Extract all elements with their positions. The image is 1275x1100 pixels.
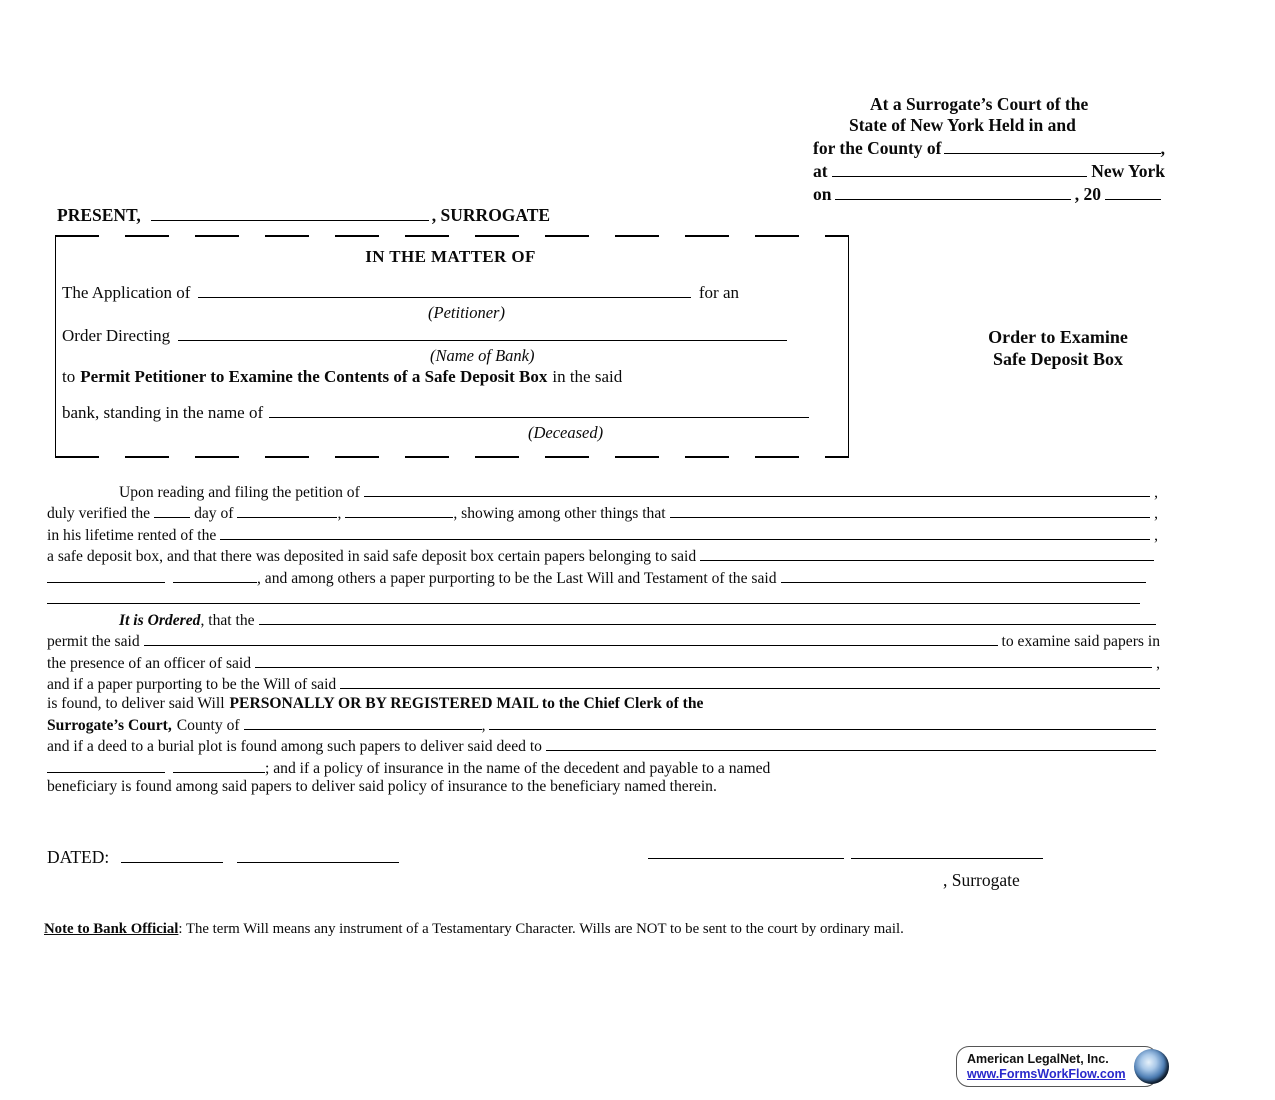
to-text: to — [62, 366, 76, 386]
note-text: : The term Will means any instrument of a Testamentary Character. Wills are NOT to be sent to the court by ordinary mail. — [178, 921, 904, 937]
date-blank — [835, 182, 1070, 200]
order-line3 — [47, 652, 1160, 674]
signature-line — [648, 843, 1048, 859]
court-header — [813, 94, 1165, 205]
legalnet-company-name: American LegalNet, Inc. — [967, 1051, 1109, 1066]
formsworkflow-link[interactable]: www.FormsWorkFlow.com — [967, 1066, 1126, 1081]
county-blank — [944, 136, 1161, 154]
last-will-text: , and among others a paper purporting to be the Last Will and Testament of the said — [257, 569, 777, 587]
order-line2 — [47, 631, 1160, 653]
comma: , — [1154, 526, 1158, 544]
permit-line — [62, 366, 839, 387]
surrogate-name-blank — [151, 203, 429, 221]
order-line1 — [47, 609, 1160, 631]
recitals-line5 — [47, 567, 1158, 589]
county-blank2 — [244, 714, 482, 730]
legalnet-logo-text — [967, 1052, 1126, 1082]
at-text: at — [813, 160, 828, 181]
name-of-bank-label: (Name of Bank) — [430, 345, 535, 365]
year-blank — [1105, 182, 1161, 200]
deceased-label: (Deceased) — [528, 422, 604, 442]
dated-row — [47, 845, 497, 868]
new-york-text: New York — [1091, 160, 1165, 181]
lifetime-rented-text: in his lifetime rented of the — [47, 526, 217, 544]
for-an-text: for an — [698, 283, 739, 303]
dated-blank2 — [237, 845, 399, 863]
full-width-blank — [47, 589, 1140, 605]
legalnet-logo-box — [956, 1046, 1158, 1087]
duly-verified-text: duly verified the — [47, 505, 151, 523]
order-directing-line — [62, 323, 839, 345]
decedent-blank — [340, 674, 1160, 690]
in-the-said-text: in the said — [552, 366, 623, 386]
presence-officer-text: the presence of an officer of said — [47, 654, 252, 672]
petitioner-name-blank — [198, 281, 690, 298]
court-header-line5 — [813, 182, 1165, 205]
county-of-text: for the County of — [813, 137, 942, 158]
permit-bold-text: Permit Petitioner to Examine the Contents of a Safe Deposit Box — [80, 366, 548, 386]
recitals-line1 — [47, 481, 1158, 503]
showing-blank — [670, 503, 1150, 519]
rented-of-blank — [220, 524, 1150, 540]
order-line8 — [47, 757, 1160, 779]
will-of-said-text: and if a paper purporting to be the Will of said — [47, 676, 337, 694]
court-header-line3 — [813, 136, 1165, 159]
form-title-line1: Order to Examine — [988, 327, 1128, 347]
recitals-line2 — [47, 503, 1158, 525]
signature-blank2 — [851, 843, 1043, 859]
continuation-blank4 — [173, 757, 265, 773]
recitals-paragraph — [47, 481, 1158, 604]
recitals-line3 — [47, 524, 1158, 546]
permit-the-said-text: permit the said — [47, 633, 140, 651]
day-of-text: day of — [194, 505, 234, 523]
bank-note — [44, 921, 1189, 938]
order-paragraph — [47, 609, 1160, 797]
place-blank — [832, 159, 1088, 177]
comma: , — [1156, 654, 1160, 672]
it-is-ordered-text: It is Ordered — [119, 611, 201, 629]
recitals-line4 — [47, 546, 1158, 568]
comma: , — [1160, 137, 1165, 158]
order-line9: beneficiary is found among said papers to deliver said policy of insurance to the beneficiary named therein. — [47, 778, 717, 796]
form-title — [958, 326, 1158, 370]
that-the-text: , that the — [200, 611, 255, 629]
comma: , — [481, 716, 486, 734]
year-prefix-text: , 20 — [1074, 183, 1101, 204]
showing-text: , showing among other things that — [453, 505, 666, 523]
signature-blank1 — [648, 843, 844, 859]
dated-label: DATED: — [47, 846, 110, 867]
application-text: The Application of — [62, 283, 191, 303]
month-blank — [237, 503, 337, 519]
surrogate-title-text: , SURROGATE — [431, 204, 551, 225]
court-address-blank — [489, 714, 1156, 730]
registered-mail-bold-text: PERSONALLY OR BY REGISTERED MAIL to the Chief Clerk of the — [229, 695, 704, 712]
comma: , — [337, 505, 342, 523]
continuation-blank3 — [47, 757, 165, 773]
surrogates-court-bold-text: Surrogate’s Court, — [47, 716, 172, 734]
petitioner-label: (Petitioner) — [428, 303, 505, 323]
order-line7 — [47, 735, 1160, 757]
court-header-line2: State of New York Held in and — [849, 115, 1076, 135]
day-blank — [154, 503, 190, 519]
matter-box — [55, 236, 849, 458]
present-label: PRESENT, — [57, 204, 141, 225]
deed-recipient-blank — [546, 735, 1156, 751]
continuation-blank1 — [47, 567, 165, 583]
bank-name-blank — [178, 323, 787, 340]
comma: , — [1154, 483, 1158, 501]
policy-insurance-text: ; and if a policy of insurance in the name of the decedent and payable to a named — [265, 759, 771, 777]
court-header-line4 — [813, 159, 1165, 182]
examine-papers-text: to examine said papers in — [1001, 633, 1160, 651]
form-title-line2: Safe Deposit Box — [993, 349, 1123, 369]
application-line — [62, 281, 839, 303]
deliver-will-text: is found, to deliver said Will — [47, 695, 225, 712]
order-line6 — [47, 714, 1160, 736]
petitioner-blank2 — [144, 631, 998, 647]
deceased-name-blank — [269, 401, 809, 418]
order-line4 — [47, 674, 1160, 696]
recitals-line6 — [47, 589, 1158, 605]
belonging-to-blank — [700, 546, 1154, 562]
on-text: on — [813, 183, 832, 204]
order-directing-text: Order Directing — [62, 325, 171, 345]
bank-standing-text: bank, standing in the name of — [62, 402, 264, 422]
globe-icon — [1134, 1049, 1169, 1084]
bank-name-blank2 — [259, 609, 1156, 625]
said-name-blank — [781, 567, 1146, 583]
matter-title: IN THE MATTER OF — [365, 247, 536, 266]
petition-name-blank — [364, 481, 1150, 497]
safe-deposit-text: a safe deposit box, and that there was deposited in said safe deposit box certain papers belonging to said — [47, 548, 697, 566]
petition-of-text: Upon reading and filing the petition of — [119, 483, 360, 501]
year-blank2 — [345, 503, 453, 519]
dated-blank1 — [121, 845, 223, 863]
note-label: Note to Bank Official — [44, 921, 179, 937]
burial-plot-text: and if a deed to a burial plot is found among such papers to deliver said deed to — [47, 738, 542, 755]
court-header-line1: At a Surrogate’s Court of the — [870, 94, 1089, 114]
continuation-blank2 — [173, 567, 257, 583]
surrogate-signature-label: , Surrogate — [943, 870, 1020, 890]
present-line — [57, 203, 817, 226]
officer-bank-blank — [255, 652, 1152, 668]
comma: , — [1154, 505, 1158, 523]
order-line5 — [47, 695, 1160, 714]
bank-standing-line — [62, 401, 839, 423]
county-of-text2: County of — [176, 716, 240, 734]
